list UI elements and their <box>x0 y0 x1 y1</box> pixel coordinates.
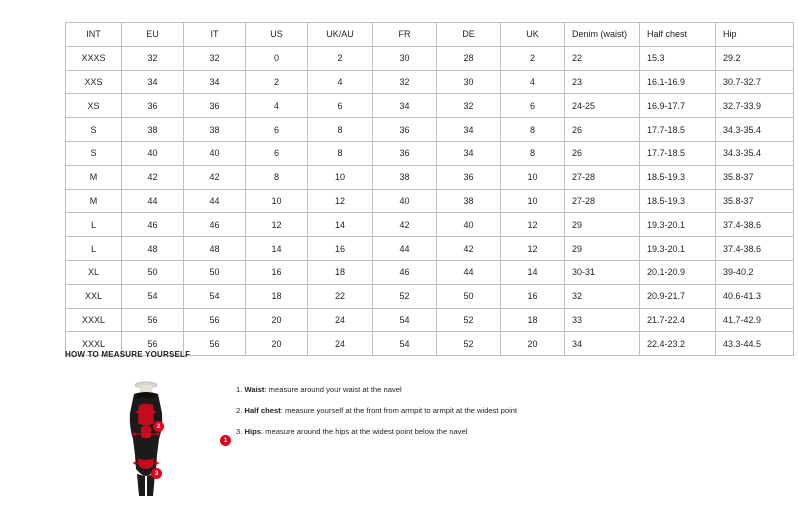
cell-it: 48 <box>184 237 246 261</box>
cell-eu: 56 <box>122 332 184 356</box>
cell-it: 54 <box>184 284 246 308</box>
cell-eu: 42 <box>122 165 184 189</box>
cell-us: 12 <box>246 213 308 237</box>
table-body <box>66 46 794 355</box>
cell-de: 36 <box>437 165 501 189</box>
table-header <box>66 23 794 47</box>
cell-fr: 46 <box>373 260 437 284</box>
cell-it: 56 <box>184 332 246 356</box>
cell-uk: 10 <box>501 189 565 213</box>
cell-uk-au: 4 <box>308 70 373 94</box>
cell-uk-au: 12 <box>308 189 373 213</box>
table-row <box>66 308 794 332</box>
mannequin-figure-area <box>65 373 230 498</box>
cell-int: XXS <box>66 70 122 94</box>
measure-term-hips: Hips <box>244 427 261 437</box>
cell-half-chest: 17.7-18.5 <box>640 141 716 165</box>
cell-uk-au: 6 <box>308 94 373 118</box>
cell-int: XL <box>66 260 122 284</box>
cell-de: 50 <box>437 284 501 308</box>
column-header-de: DE <box>437 23 501 47</box>
cell-uk-au: 24 <box>308 308 373 332</box>
cell-half-chest: 15.3 <box>640 46 716 70</box>
cell-half-chest: 21.7-22.4 <box>640 308 716 332</box>
cell-int: M <box>66 189 122 213</box>
cell-int: XXXL <box>66 332 122 356</box>
table-row <box>66 94 794 118</box>
table-row <box>66 70 794 94</box>
cell-denim-waist: 26 <box>565 118 640 142</box>
column-header-uk-au: UK/AU <box>308 23 373 47</box>
cell-eu: 36 <box>122 94 184 118</box>
mannequin-icon <box>117 379 175 497</box>
column-header-it: IT <box>184 23 246 47</box>
cell-fr: 36 <box>373 141 437 165</box>
cell-de: 30 <box>437 70 501 94</box>
cell-eu: 54 <box>122 284 184 308</box>
cell-int: XXXS <box>66 46 122 70</box>
cell-us: 4 <box>246 94 308 118</box>
cell-de: 52 <box>437 332 501 356</box>
cell-denim-waist: 30-31 <box>565 260 640 284</box>
cell-denim-waist: 29 <box>565 237 640 261</box>
cell-uk-au: 14 <box>308 213 373 237</box>
measure-text-hips: : measure around the hips at the widest point below the navel <box>260 427 468 437</box>
how-to-measure-section <box>65 350 733 498</box>
table-row <box>66 141 794 165</box>
measure-number-3: 3. <box>236 427 243 437</box>
cell-denim-waist: 34 <box>565 332 640 356</box>
cell-de: 40 <box>437 213 501 237</box>
cell-denim-waist: 27-28 <box>565 189 640 213</box>
cell-eu: 40 <box>122 141 184 165</box>
column-header-fr: FR <box>373 23 437 47</box>
cell-us: 6 <box>246 118 308 142</box>
cell-uk: 8 <box>501 118 565 142</box>
cell-uk: 10 <box>501 165 565 189</box>
cell-it: 46 <box>184 213 246 237</box>
how-to-measure-title: HOW TO MEASURE YOURSELF <box>65 350 191 359</box>
cell-int: S <box>66 118 122 142</box>
cell-uk: 20 <box>501 332 565 356</box>
cell-fr: 44 <box>373 237 437 261</box>
cell-hip: 35.8-37 <box>716 165 794 189</box>
cell-hip: 37.4-38.6 <box>716 213 794 237</box>
cell-uk-au: 10 <box>308 165 373 189</box>
cell-hip: 30.7-32.7 <box>716 70 794 94</box>
cell-eu: 48 <box>122 237 184 261</box>
cell-half-chest: 18.5-19.3 <box>640 189 716 213</box>
cell-half-chest: 19.3-20.1 <box>640 237 716 261</box>
cell-denim-waist: 29 <box>565 213 640 237</box>
cell-uk: 12 <box>501 237 565 261</box>
cell-int: XXL <box>66 284 122 308</box>
table-row <box>66 213 794 237</box>
cell-eu: 44 <box>122 189 184 213</box>
cell-us: 20 <box>246 332 308 356</box>
column-header-int: INT <box>66 23 122 47</box>
table-row <box>66 118 794 142</box>
cell-denim-waist: 33 <box>565 308 640 332</box>
cell-us: 16 <box>246 260 308 284</box>
cell-uk-au: 16 <box>308 237 373 261</box>
cell-it: 42 <box>184 165 246 189</box>
column-header-denim-waist: Denim (waist) <box>565 23 640 47</box>
cell-fr: 52 <box>373 284 437 308</box>
cell-de: 38 <box>437 189 501 213</box>
table-row <box>66 284 794 308</box>
column-header-half-chest: Half chest <box>640 23 716 47</box>
cell-uk: 18 <box>501 308 565 332</box>
cell-us: 10 <box>246 189 308 213</box>
cell-half-chest: 20.1-20.9 <box>640 260 716 284</box>
cell-fr: 36 <box>373 118 437 142</box>
cell-hip: 34.3-35.4 <box>716 118 794 142</box>
cell-half-chest: 16.1-16.9 <box>640 70 716 94</box>
cell-half-chest: 16.9-17.7 <box>640 94 716 118</box>
cell-it: 36 <box>184 94 246 118</box>
cell-hip: 39-40.2 <box>716 260 794 284</box>
cell-us: 0 <box>246 46 308 70</box>
table-row <box>66 260 794 284</box>
cell-us: 8 <box>246 165 308 189</box>
table-row <box>66 237 794 261</box>
cell-uk: 4 <box>501 70 565 94</box>
cell-int: XS <box>66 94 122 118</box>
column-header-eu: EU <box>122 23 184 47</box>
cell-it: 44 <box>184 189 246 213</box>
cell-de: 28 <box>437 46 501 70</box>
cell-de: 34 <box>437 118 501 142</box>
cell-it: 34 <box>184 70 246 94</box>
cell-fr: 30 <box>373 46 437 70</box>
cell-it: 38 <box>184 118 246 142</box>
size-chart-container <box>65 22 762 356</box>
cell-de: 52 <box>437 308 501 332</box>
cell-uk-au: 8 <box>308 141 373 165</box>
measure-term-waist: Waist <box>244 385 265 394</box>
cell-uk: 12 <box>501 213 565 237</box>
cell-us: 20 <box>246 308 308 332</box>
cell-uk: 2 <box>501 46 565 70</box>
cell-denim-waist: 24-25 <box>565 94 640 118</box>
cell-denim-waist: 22 <box>565 46 640 70</box>
cell-hip: 35.8-37 <box>716 189 794 213</box>
measure-number-1: 1. <box>236 385 243 394</box>
cell-uk-au: 18 <box>308 260 373 284</box>
cell-fr: 40 <box>373 189 437 213</box>
cell-half-chest: 22.4-23.2 <box>640 332 716 356</box>
cell-hip: 34.3-35.4 <box>716 141 794 165</box>
cell-fr: 54 <box>373 332 437 356</box>
cell-it: 56 <box>184 308 246 332</box>
measure-instruction-half-chest <box>236 406 517 415</box>
cell-hip: 37.4-38.6 <box>716 237 794 261</box>
cell-hip: 40.6-41.3 <box>716 284 794 308</box>
cell-int: L <box>66 237 122 261</box>
measure-badge-1: 1 <box>220 435 231 446</box>
cell-int: XXXL <box>66 308 122 332</box>
measure-text-half-chest: : measure yourself at the front from armpit to armpit at the widest point <box>280 406 518 416</box>
cell-half-chest: 18.5-19.3 <box>640 165 716 189</box>
size-chart-table <box>65 22 794 356</box>
cell-eu: 46 <box>122 213 184 237</box>
measure-badge-2: 2 <box>153 421 164 432</box>
cell-denim-waist: 26 <box>565 141 640 165</box>
cell-eu: 50 <box>122 260 184 284</box>
cell-de: 42 <box>437 237 501 261</box>
cell-fr: 34 <box>373 94 437 118</box>
cell-hip: 43.3-44.5 <box>716 332 794 356</box>
cell-de: 34 <box>437 141 501 165</box>
cell-fr: 32 <box>373 70 437 94</box>
cell-eu: 34 <box>122 70 184 94</box>
cell-it: 50 <box>184 260 246 284</box>
cell-denim-waist: 27-28 <box>565 165 640 189</box>
cell-de: 32 <box>437 94 501 118</box>
table-header-row <box>66 23 794 47</box>
cell-int: M <box>66 165 122 189</box>
cell-uk-au: 22 <box>308 284 373 308</box>
cell-hip: 32.7-33.9 <box>716 94 794 118</box>
cell-uk: 16 <box>501 284 565 308</box>
cell-half-chest: 19.3-20.1 <box>640 213 716 237</box>
table-row <box>66 165 794 189</box>
measure-term-half-chest: Half chest <box>244 406 281 416</box>
cell-uk-au: 8 <box>308 118 373 142</box>
measure-instructions-list <box>236 385 517 448</box>
cell-us: 18 <box>246 284 308 308</box>
cell-uk: 8 <box>501 141 565 165</box>
cell-denim-waist: 32 <box>565 284 640 308</box>
cell-int: L <box>66 213 122 237</box>
cell-us: 14 <box>246 237 308 261</box>
cell-fr: 38 <box>373 165 437 189</box>
measure-instruction-waist <box>236 385 517 394</box>
cell-us: 6 <box>246 141 308 165</box>
cell-half-chest: 17.7-18.5 <box>640 118 716 142</box>
cell-int: S <box>66 141 122 165</box>
column-header-us: US <box>246 23 308 47</box>
cell-uk: 6 <box>501 94 565 118</box>
column-header-hip: Hip <box>716 23 794 47</box>
cell-half-chest: 20.9-21.7 <box>640 284 716 308</box>
measure-instruction-hips <box>236 427 517 436</box>
measure-text-waist: : measure around your waist at the navel <box>264 385 402 394</box>
cell-hip: 29.2 <box>716 46 794 70</box>
cell-fr: 42 <box>373 213 437 237</box>
cell-it: 40 <box>184 141 246 165</box>
cell-de: 44 <box>437 260 501 284</box>
measure-number-2: 2. <box>236 406 243 416</box>
cell-eu: 56 <box>122 308 184 332</box>
table-row <box>66 46 794 70</box>
cell-uk-au: 24 <box>308 332 373 356</box>
cell-hip: 41.7-42.9 <box>716 308 794 332</box>
cell-denim-waist: 23 <box>565 70 640 94</box>
measure-badge-3: 3 <box>151 468 162 479</box>
cell-eu: 32 <box>122 46 184 70</box>
cell-eu: 38 <box>122 118 184 142</box>
how-to-measure-body <box>65 373 733 498</box>
column-header-uk: UK <box>501 23 565 47</box>
cell-uk-au: 2 <box>308 46 373 70</box>
table-row <box>66 189 794 213</box>
cell-uk: 14 <box>501 260 565 284</box>
cell-it: 32 <box>184 46 246 70</box>
cell-us: 2 <box>246 70 308 94</box>
cell-fr: 54 <box>373 308 437 332</box>
